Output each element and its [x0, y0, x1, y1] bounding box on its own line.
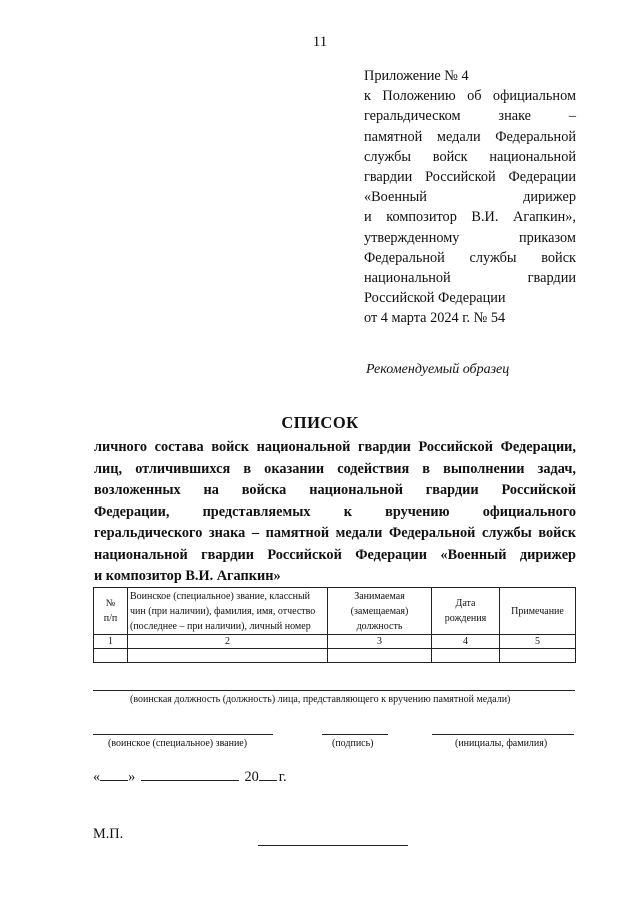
signature-caption: (подпись)	[332, 738, 374, 749]
subtitle-line: лиц, отличившихся в оказании содействия в выполнении задач,	[94, 460, 576, 477]
year-suffix: г.	[278, 769, 287, 785]
header-position: Занимаемая (замещаемая) должность	[328, 588, 432, 635]
subtitle-line: личного состава войск национальной гвардии Российской Федерации,	[94, 439, 576, 455]
month-blank	[141, 766, 239, 781]
subtitle-line: геральдического знака – памятной медали Федеральной службы войск	[94, 525, 576, 541]
page-number: 11	[312, 34, 328, 50]
table-cell: 4	[432, 635, 500, 649]
header-note: Примечание	[500, 588, 576, 635]
appendix-line: Российской Федерации	[364, 290, 506, 307]
table-cell	[500, 649, 576, 663]
appendix-line: национальной гвардии	[364, 270, 576, 287]
header-number: № п/п	[94, 588, 128, 635]
appendix-line: утвержденному приказом	[364, 229, 576, 246]
table-cell: 1	[94, 635, 128, 649]
header-person: Воинское (специальное) звание, классный чин (при наличии), фамилия, имя, отчество (последнее – при наличии), личный номер	[128, 588, 328, 635]
subtitle-line: возложенных на войска национальной гвардии Российской	[94, 482, 576, 498]
year-blank	[259, 766, 277, 781]
year-prefix: 20	[244, 769, 259, 785]
subtitle-line: Федерации, представляемых к вручению официального	[94, 503, 576, 520]
stamp-line	[258, 845, 408, 846]
name-caption: (инициалы, фамилия)	[455, 738, 548, 749]
appendix-line: от 4 марта 2024 г. № 54	[364, 310, 506, 327]
appendix-line: и композитор В.И. Агапкин»,	[364, 209, 576, 226]
date-close-quote: »	[128, 769, 136, 785]
rank-caption: (воинское (специальное) звание)	[108, 738, 248, 749]
table-cell	[94, 649, 128, 663]
table-cell: 5	[500, 635, 576, 649]
appendix-line: к Положению об официальном	[364, 88, 576, 105]
name-line	[432, 734, 574, 735]
table-header-row	[94, 588, 576, 635]
header-birth-date: Дата рождения	[432, 588, 500, 635]
appendix-line: геральдическом знаке –	[364, 108, 576, 125]
table-cell	[328, 649, 432, 663]
appendix-line: гвардии Российской Федерации	[364, 169, 576, 186]
table-cell	[128, 649, 328, 663]
subtitle-line: национальной гвардии Российской Федерации «Военный дирижер	[94, 546, 576, 563]
table-cell	[432, 649, 500, 663]
recipients-table	[93, 587, 576, 663]
appendix-line: памятной медали Федеральной	[364, 128, 576, 145]
position-line	[93, 690, 575, 691]
subtitle-line: и композитор В.И. Агапкин»	[94, 568, 281, 584]
appendix-line: Приложение № 4	[364, 68, 469, 84]
date-open-quote: «	[93, 769, 101, 785]
document-subtitle	[94, 437, 576, 588]
appendix-block	[364, 66, 576, 329]
position-caption: (воинская должность (должность) лица, представляющего к вручению памятной медали)	[130, 694, 511, 705]
table-row	[94, 649, 576, 663]
rank-line	[93, 734, 273, 735]
table-cell: 2	[128, 635, 328, 649]
document-title: СПИСОК	[281, 413, 359, 432]
stamp-label: М.П.	[93, 826, 124, 842]
day-blank	[100, 766, 128, 781]
date-line	[93, 766, 287, 786]
table-number-row	[94, 635, 576, 649]
table-cell: 3	[328, 635, 432, 649]
appendix-line: службы войск национальной	[364, 148, 576, 165]
appendix-line: «Военный дирижер	[364, 189, 576, 206]
sample-label: Рекомендуемый образец	[366, 362, 510, 377]
signature-line	[322, 734, 388, 735]
appendix-line: Федеральной службы войск	[364, 249, 576, 266]
